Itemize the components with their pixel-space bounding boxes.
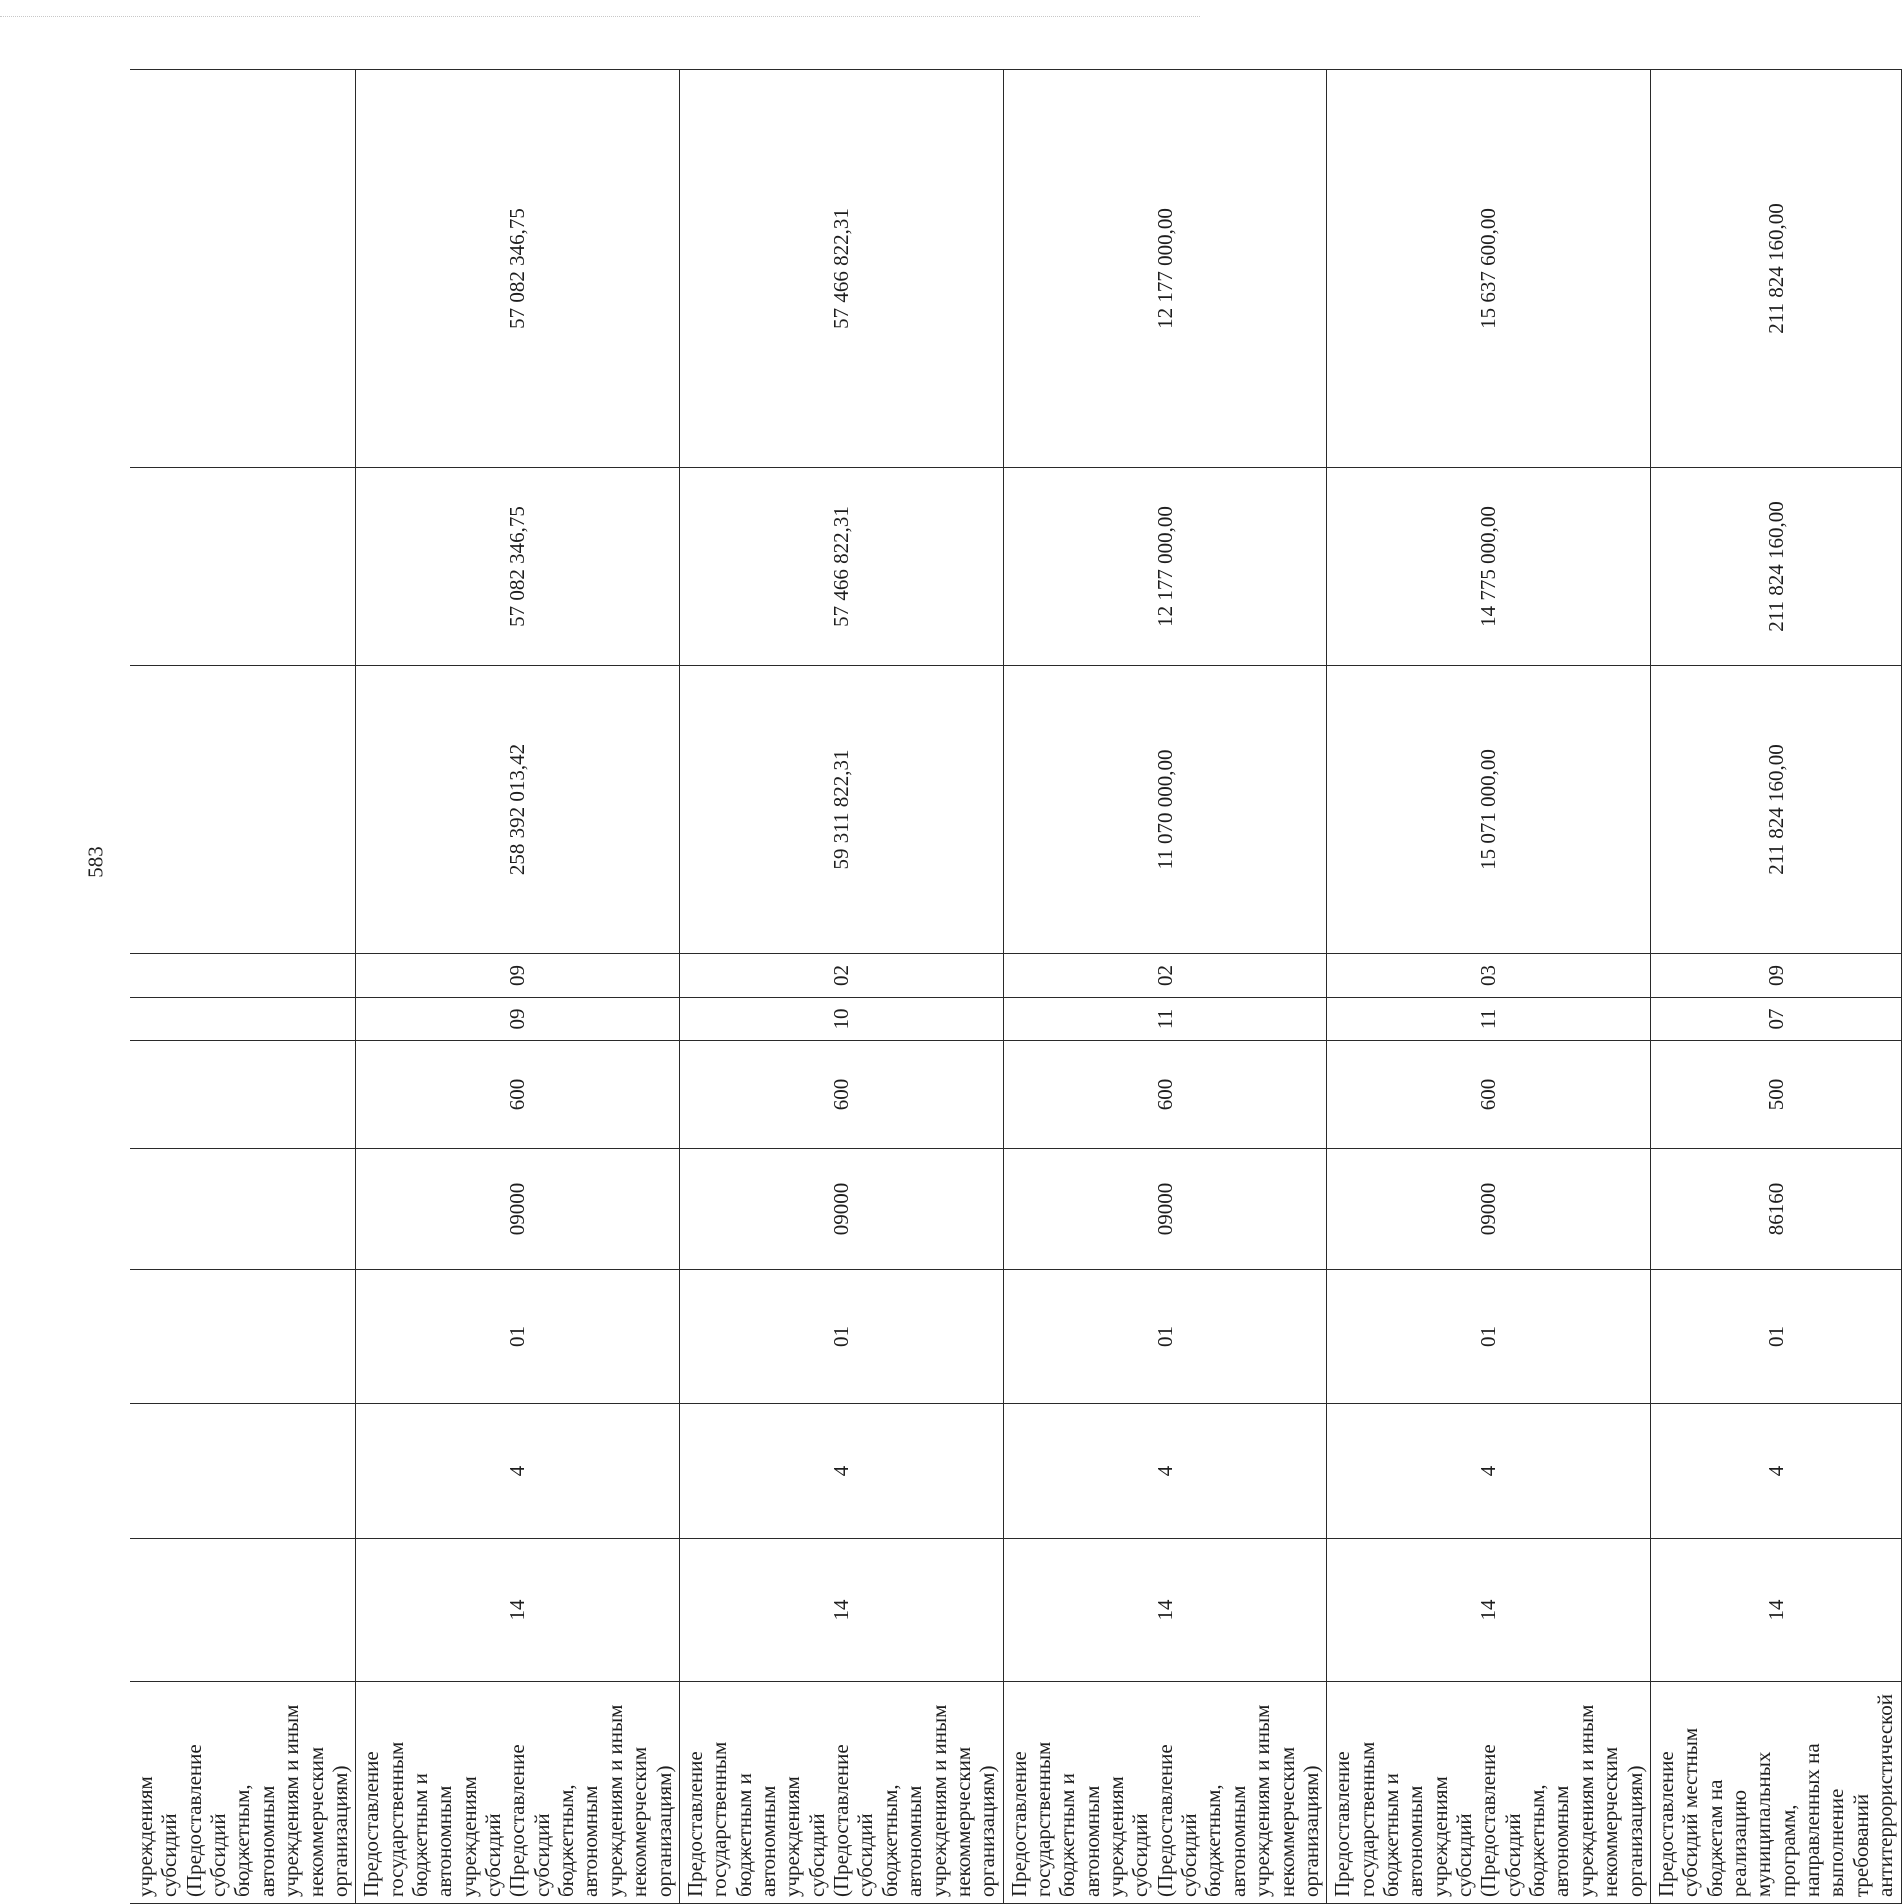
code-cell [1650,1539,1901,1682]
code-cell [356,998,680,1041]
code-value: 4 [505,1465,530,1477]
code-cell [1650,1149,1901,1270]
code-value: 14 [505,1599,530,1621]
amount-value: 59 311 822,31 [829,749,854,870]
code-value: 09 [505,965,530,986]
table-row [356,70,680,1904]
code-cell [356,1041,680,1149]
code-cell [679,1404,1003,1539]
row-description-cell [130,1682,356,1904]
code-cell [356,1270,680,1404]
row-description: Предоставление субсидий местным бюджетам на реализацию муниципальных программ, направленных на выполнение требований антитеррористической [1653,1693,1898,1897]
code-value: 600 [505,1078,530,1111]
code-cell [1327,1404,1651,1539]
code-value: 01 [1476,1326,1501,1347]
code-value: 09000 [1152,1182,1177,1236]
code-cell [1327,1149,1651,1270]
row-description-cell [356,1682,680,1904]
table-row [1327,70,1651,1904]
code-cell [1650,1404,1901,1539]
row-description: Предоставление государственным бюджетным и автономным учреждениям субсидий (Предоставление субсидий бюджетным, автономным учреждениям и иным некоммерческим организациям) [1330,1704,1647,1897]
amount-cell [1650,666,1901,954]
amount-value: 258 392 013,42 [505,743,530,876]
amount-cell [1327,70,1651,468]
code-value: 10 [829,1008,854,1030]
table-row [130,70,356,1904]
code-cell [356,1404,680,1539]
code-value: 09 [1763,965,1788,986]
code-value: 14 [1476,1599,1501,1621]
code-cell [130,1041,356,1149]
code-cell [356,1539,680,1682]
amount-cell [130,468,356,666]
code-value: 86160 [1763,1182,1788,1236]
code-cell [1327,1539,1651,1682]
table-row [1003,70,1327,1904]
code-value: 01 [1152,1326,1177,1347]
amount-cell [356,666,680,954]
code-cell [1650,1270,1901,1404]
code-cell [130,998,356,1041]
amount-value: 11 070 000,00 [1152,749,1177,870]
row-description: Предоставление государственным бюджетным и автономным учреждениям субсидий (Предоставление субсидий бюджетным, автономным учреждениям и иным некоммерческим организациям) [359,1704,676,1897]
code-value: 600 [1152,1078,1177,1111]
code-value: 09000 [829,1182,854,1236]
amount-value: 15 071 000,00 [1476,749,1501,870]
row-description: Предоставление государственным бюджетным и автономным учреждениям субсидий (Предоставление субсидий бюджетным, автономным учреждениям и иным некоммерческим организациям) [682,1704,1000,1897]
row-description-cell [1650,1682,1901,1904]
table-row [679,70,1003,1904]
amount-value: 57 082 346,75 [505,506,530,627]
page-number: 583 [83,846,108,878]
code-value: 14 [1763,1599,1788,1621]
amount-value: 12 177 000,00 [1152,506,1177,627]
amount-cell [1650,468,1901,666]
code-value: 600 [1476,1078,1501,1111]
amount-value: 15 637 600,00 [1476,208,1501,329]
code-value: 03 [1476,965,1501,986]
amount-value: 211 824 160,00 [1763,501,1788,632]
code-cell [1003,1539,1327,1682]
row-description: учреждениям субсидий (Предоставление субсидий бюджетным, автономным учреждениям и иным некоммерческим организациям) [133,1704,352,1897]
code-value: 4 [1763,1465,1788,1477]
code-cell [1003,1404,1327,1539]
code-value: 07 [1763,1008,1788,1030]
amount-cell [1327,468,1651,666]
amount-cell [679,468,1003,666]
code-value: 4 [829,1465,854,1477]
row-description-cell [1003,1682,1327,1904]
amount-cell [130,70,356,468]
amount-cell [679,666,1003,954]
code-value: 02 [829,965,854,986]
amount-value: 57 082 346,75 [505,208,530,329]
code-value: 14 [829,1599,854,1621]
code-value: 01 [829,1326,854,1347]
code-cell [356,1149,680,1270]
amount-value: 14 775 000,00 [1476,506,1501,627]
code-value: 09000 [505,1182,530,1236]
code-cell [1327,1041,1651,1149]
code-cell [679,1270,1003,1404]
amount-cell [1003,666,1327,954]
amount-cell [1003,70,1327,468]
code-cell [679,1041,1003,1149]
code-cell [679,998,1003,1041]
code-value: 11 [1476,1008,1501,1030]
code-value: 14 [1152,1599,1177,1621]
code-value: 500 [1763,1078,1788,1111]
code-value: 09000 [1476,1182,1501,1236]
amount-cell [356,70,680,468]
code-cell [1650,1041,1901,1149]
amount-cell [679,70,1003,468]
amount-value: 211 824 160,00 [1763,203,1788,334]
row-description: Предоставление государственным бюджетным и автономным учреждениям субсидий (Предоставление субсидий бюджетным, автономным учреждениям и иным некоммерческим организациям) [1006,1704,1323,1897]
amount-cell [1650,70,1901,468]
code-value: 4 [1152,1465,1177,1477]
amount-cell [1327,666,1651,954]
code-cell [679,1149,1003,1270]
code-cell [130,1270,356,1404]
amount-value: 211 824 160,00 [1763,744,1788,875]
code-cell [1003,998,1327,1041]
code-value: 4 [1476,1465,1501,1477]
code-cell [356,954,680,998]
code-cell [130,1149,356,1270]
code-cell [1327,1270,1651,1404]
amount-cell [1003,468,1327,666]
code-cell [1003,1149,1327,1270]
code-cell [1650,954,1901,998]
budget-table [130,69,1902,1904]
code-cell [679,954,1003,998]
code-value: 600 [829,1078,854,1111]
code-value: 01 [505,1326,530,1347]
budget-table-rotated [130,70,1898,1904]
code-value: 09 [505,1008,530,1030]
code-value: 01 [1763,1326,1788,1347]
row-description-cell [1327,1682,1651,1904]
code-cell [130,954,356,998]
code-value: 11 [1152,1008,1177,1030]
row-description-cell [679,1682,1003,1904]
code-cell [1327,998,1651,1041]
amount-cell [356,468,680,666]
code-cell [1003,954,1327,998]
code-cell [130,1404,356,1539]
amount-value: 12 177 000,00 [1152,208,1177,329]
code-cell [1003,1041,1327,1149]
table-row [1650,70,1901,1904]
code-cell [1003,1270,1327,1404]
amount-value: 57 466 822,31 [829,506,854,627]
code-cell [130,1539,356,1682]
code-cell [1327,954,1651,998]
code-cell [1650,998,1901,1041]
amount-cell [130,666,356,954]
page-top-edge [0,16,1200,17]
code-cell [679,1539,1003,1682]
amount-value: 57 466 822,31 [829,208,854,329]
code-value: 02 [1152,965,1177,986]
